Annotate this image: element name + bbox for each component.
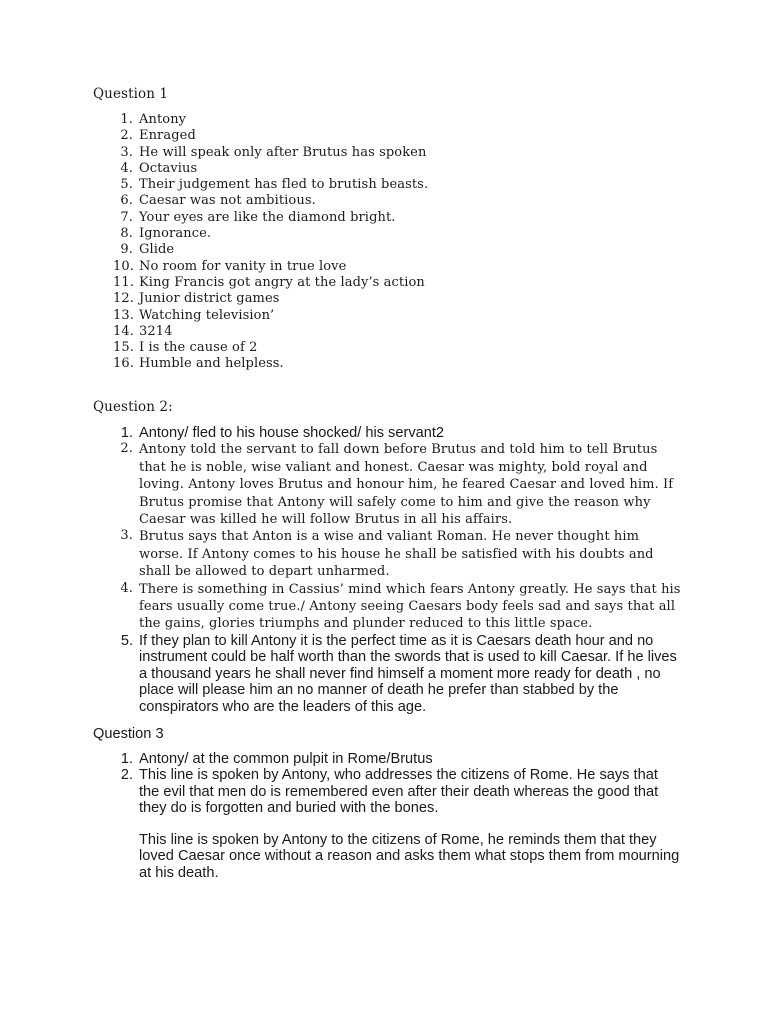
- list-item: [117, 226, 677, 242]
- item-text: Junior district games: [139, 291, 280, 307]
- item-text: King Francis got angry at the lady’s action: [139, 274, 425, 290]
- list-item: [117, 161, 677, 177]
- list-item: [117, 425, 682, 441]
- question-2-answer-list: [117, 425, 682, 715]
- item-number: 3.: [120, 144, 133, 160]
- list-item: [117, 145, 677, 161]
- item-text: 3214: [139, 323, 173, 339]
- item-number: 10.: [113, 258, 134, 274]
- list-item: [113, 340, 677, 356]
- item-text: Enraged: [139, 128, 196, 144]
- item-text: Antony: [139, 112, 187, 127]
- item-number: 11.: [113, 274, 134, 290]
- item-number: 12.: [113, 291, 134, 307]
- item-text: Ignorance.: [139, 226, 212, 242]
- list-item: [113, 307, 677, 324]
- list-item: [113, 356, 677, 372]
- list-item: [113, 274, 677, 291]
- list-item: [117, 112, 677, 128]
- item-number: 2.: [120, 128, 133, 144]
- question-2-heading: Question 2:: [93, 399, 173, 415]
- item-text: Antony/ at the common pulpit in Rome/Brutus: [139, 751, 433, 767]
- item-text: Caesar was not ambitious.: [139, 193, 316, 209]
- item-number: 2.: [120, 441, 133, 457]
- item-number: 4.: [120, 580, 133, 596]
- question-1-heading: Question 1: [93, 86, 169, 102]
- list-item: [117, 193, 677, 209]
- question-3-heading: Question 3: [93, 726, 164, 742]
- item-number: 6.: [120, 193, 133, 209]
- item-number: 5.: [120, 632, 133, 649]
- list-item: [117, 177, 677, 193]
- list-item: [113, 258, 677, 275]
- item-text: If they plan to kill Antony it is the perfect time as it is Caesars death hour and no instrument could be half worth than the swords that is used to kill Caesar. If he lives a thousand years he shall never find himself a moment more ready for death , no place will please him an no manner of death he prefer than stabbed by the conspirators who are the leaders of this age.: [139, 632, 677, 715]
- item-number: 3.: [120, 528, 133, 544]
- list-item: [117, 441, 682, 528]
- item-number: 2.: [120, 767, 133, 784]
- list-item: [117, 633, 682, 715]
- item-number: 4.: [120, 160, 133, 176]
- item-text: Octavius: [139, 160, 198, 176]
- item-text: This line is spoken by Antony, who addresses the citizens of Rome. He says that the evil that men do is remembered even after their death whereas the good that they do is forgotten and buried with the bones.: [139, 767, 659, 817]
- list-item: [117, 128, 677, 144]
- item-number: 16.: [113, 356, 134, 372]
- question-1-answer-list: [113, 112, 677, 373]
- item-number: 15.: [113, 340, 134, 356]
- item-text: No room for vanity in true love: [139, 258, 347, 274]
- item-number: 8.: [120, 226, 133, 242]
- list-item: [117, 528, 682, 580]
- list-item: [117, 242, 677, 258]
- item-number: 1.: [120, 751, 133, 767]
- item-text: Their judgement has fled to brutish beasts.: [139, 177, 429, 193]
- item-text: Your eyes are like the diamond bright.: [139, 209, 396, 225]
- item-text: He will speak only after Brutus has spoken: [139, 144, 427, 160]
- item-number: 9.: [120, 242, 133, 258]
- question-3-additional-paragraph: This line is spoken by Antony to the citizens of Rome, he reminds them that they loved Caesar once without a reason and asks them what stops them from mourning at his death.: [139, 832, 680, 881]
- item-number: 13.: [113, 307, 134, 323]
- item-number: 1.: [120, 425, 133, 441]
- item-number: 5.: [120, 177, 133, 193]
- list-item: [117, 581, 682, 633]
- list-item: [113, 291, 677, 307]
- list-item: [117, 210, 677, 226]
- item-number: 1.: [120, 112, 133, 127]
- list-item: [117, 751, 682, 767]
- item-text: Watching television’: [139, 307, 275, 323]
- list-item: [113, 323, 677, 340]
- item-text: Antony told the servant to fall down before Brutus and told him to tell Brutus that he is noble, wise valiant and honest. Caesar was mighty, bold royal and loving. Antony loves Brutus and honour him, he feared Caesar and loved him. If Brutus promise that Antony will safely come to him and give the reason why Caesar was killed he will follow Brutus in all his affairs.: [139, 442, 674, 528]
- item-text: Brutus says that Anton is a wise and valiant Roman. He never thought him worse. If Antony comes to his house he shall be satisfied with his doubts and shall be allowed to depart unharmed.: [139, 529, 654, 580]
- item-number: 7.: [120, 209, 133, 225]
- item-text: Antony/ fled to his house shocked/ his servant2: [139, 425, 445, 441]
- item-text: Humble and helpless.: [139, 356, 284, 372]
- item-text: Glide: [139, 242, 175, 258]
- item-number: 14.: [113, 323, 134, 339]
- item-text: I is the cause of 2: [139, 340, 258, 356]
- list-item: [117, 767, 682, 816]
- item-text: There is something in Cassius’ mind which fears Antony greatly. He says that his fears usually come true./ Antony seeing Caesars body feels sad and says that all the gains, glories triumphs and plunder reduced to this little space.: [139, 581, 681, 632]
- question-3-answer-list: [117, 751, 682, 817]
